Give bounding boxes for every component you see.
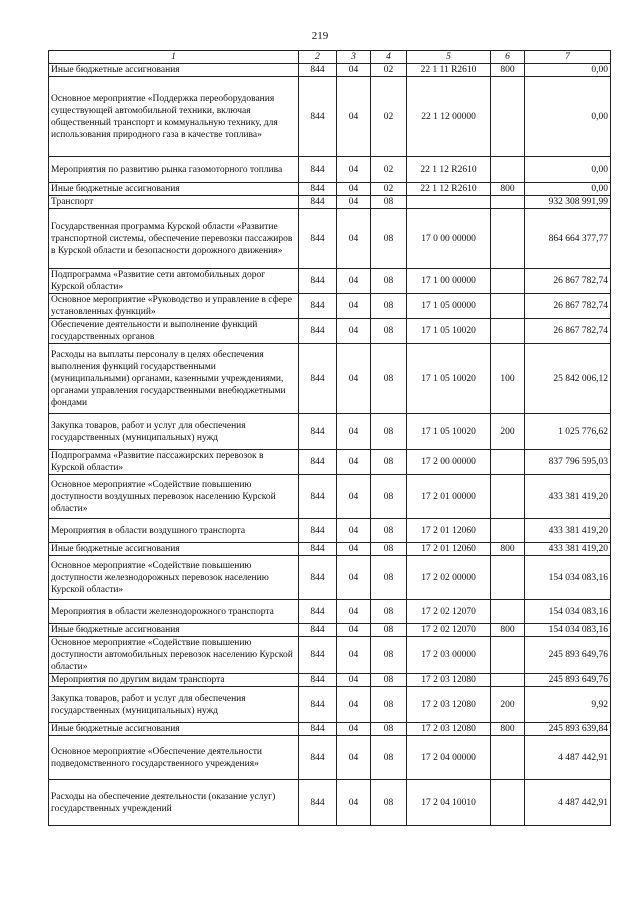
- table-row: [49, 723, 611, 736]
- row-target-article: 17 1 05 00000: [407, 294, 491, 319]
- row-expense-type: [491, 519, 525, 543]
- column-header: 1: [49, 51, 299, 64]
- row-expense-type: [491, 450, 525, 475]
- row-amount: 433 381 419,20: [525, 519, 611, 543]
- row-subsection: 08: [371, 344, 407, 414]
- row-subsection: 08: [371, 450, 407, 475]
- row-section: 04: [337, 183, 371, 196]
- row-subsection: 08: [371, 475, 407, 519]
- row-section: 04: [337, 600, 371, 624]
- row-section: 04: [337, 736, 371, 780]
- table-row: [49, 77, 611, 157]
- row-amount: 26 867 782,74: [525, 269, 611, 294]
- row-code: 844: [299, 209, 337, 269]
- table-row: [49, 294, 611, 319]
- row-expense-type: [491, 209, 525, 269]
- row-code: 844: [299, 450, 337, 475]
- row-target-article: 17 2 04 00000: [407, 736, 491, 780]
- row-amount: 932 308 991,99: [525, 196, 611, 209]
- table-row: [49, 450, 611, 475]
- row-name: Закупка товаров, работ и услуг для обеспечения государственных (муниципальных) нужд: [49, 414, 299, 450]
- row-target-article: [407, 196, 491, 209]
- row-expense-type: [491, 674, 525, 687]
- row-subsection: 02: [371, 77, 407, 157]
- row-subsection: 08: [371, 687, 407, 723]
- row-subsection: 08: [371, 780, 407, 826]
- table-row: [49, 687, 611, 723]
- column-number-header: [49, 51, 611, 64]
- row-target-article: 22 1 12 R2610: [407, 157, 491, 183]
- row-subsection: 08: [371, 294, 407, 319]
- table-row: [49, 209, 611, 269]
- column-header: 3: [337, 51, 371, 64]
- row-code: 844: [299, 723, 337, 736]
- row-target-article: 17 2 03 12080: [407, 687, 491, 723]
- table-row: [49, 344, 611, 414]
- row-target-article: 17 0 00 00000: [407, 209, 491, 269]
- row-code: 844: [299, 687, 337, 723]
- row-subsection: 08: [371, 736, 407, 780]
- row-subsection: 08: [371, 674, 407, 687]
- row-name: Подпрограмма «Развитие пассажирских перевозок в Курской области»: [49, 450, 299, 475]
- table-row: [49, 196, 611, 209]
- row-section: 04: [337, 687, 371, 723]
- row-expense-type: [491, 637, 525, 674]
- row-target-article: 17 1 00 00000: [407, 269, 491, 294]
- row-code: 844: [299, 780, 337, 826]
- table-row: [49, 64, 611, 77]
- row-subsection: 08: [371, 519, 407, 543]
- row-name: Основное мероприятие «Руководство и управление в сфере установленных функций»: [49, 294, 299, 319]
- column-header: 7: [525, 51, 611, 64]
- row-section: 04: [337, 294, 371, 319]
- table-row: [49, 600, 611, 624]
- row-subsection: 02: [371, 157, 407, 183]
- row-section: 04: [337, 637, 371, 674]
- row-amount: 0,00: [525, 157, 611, 183]
- row-expense-type: 800: [491, 543, 525, 556]
- row-name: Расходы на выплаты персоналу в целях обеспечения выполнения функций государственными (муниципальными) органами, казенными учреждениями, органами управления государственными внебюджетными фондами: [49, 344, 299, 414]
- row-expense-type: [491, 196, 525, 209]
- row-name: Иные бюджетные ассигнования: [49, 64, 299, 77]
- row-target-article: 17 2 04 10010: [407, 780, 491, 826]
- row-code: 844: [299, 543, 337, 556]
- table-row: [49, 414, 611, 450]
- row-expense-type: 800: [491, 64, 525, 77]
- row-target-article: 17 2 01 12060: [407, 519, 491, 543]
- row-expense-type: [491, 319, 525, 344]
- row-section: 04: [337, 157, 371, 183]
- page-number: 219: [311, 30, 329, 42]
- row-amount: 9,92: [525, 687, 611, 723]
- row-expense-type: [491, 600, 525, 624]
- row-subsection: 08: [371, 269, 407, 294]
- row-section: 04: [337, 196, 371, 209]
- row-name: Подпрограмма «Развитие сети автомобильных дорог Курской области»: [49, 269, 299, 294]
- row-code: 844: [299, 475, 337, 519]
- column-header: 2: [299, 51, 337, 64]
- row-name: Основное мероприятие «Содействие повышению доступности железнодорожных перевозок населению Курской области»: [49, 556, 299, 600]
- row-section: 04: [337, 519, 371, 543]
- row-code: 844: [299, 183, 337, 196]
- table-row: [49, 519, 611, 543]
- table-row: [49, 736, 611, 780]
- row-code: 844: [299, 77, 337, 157]
- row-target-article: 17 1 05 10020: [407, 344, 491, 414]
- table-row: [49, 183, 611, 196]
- row-name: Основное мероприятие «Поддержка переоборудования существующей автомобильной техники, включая общественный транспорт и коммунальную технику, для использования природного газа в качестве топлива»: [49, 77, 299, 157]
- budget-table: [48, 50, 611, 826]
- row-section: 04: [337, 543, 371, 556]
- row-name: Мероприятия по другим видам транспорта: [49, 674, 299, 687]
- row-subsection: 02: [371, 64, 407, 77]
- row-section: 04: [337, 269, 371, 294]
- row-target-article: 17 2 00 00000: [407, 450, 491, 475]
- row-target-article: 17 2 02 00000: [407, 556, 491, 600]
- row-subsection: 08: [371, 723, 407, 736]
- row-amount: 864 664 377,77: [525, 209, 611, 269]
- row-subsection: 08: [371, 319, 407, 344]
- row-amount: 4 487 442,91: [525, 736, 611, 780]
- row-subsection: 08: [371, 196, 407, 209]
- row-amount: 837 796 595,03: [525, 450, 611, 475]
- table-row: [49, 780, 611, 826]
- row-amount: 25 842 006,12: [525, 344, 611, 414]
- row-target-article: 17 2 01 00000: [407, 475, 491, 519]
- row-section: 04: [337, 624, 371, 637]
- row-expense-type: [491, 77, 525, 157]
- row-amount: 1 025 776,62: [525, 414, 611, 450]
- row-code: 844: [299, 269, 337, 294]
- row-section: 04: [337, 319, 371, 344]
- row-expense-type: 800: [491, 624, 525, 637]
- row-amount: 0,00: [525, 183, 611, 196]
- row-section: 04: [337, 674, 371, 687]
- row-amount: 154 034 083,16: [525, 556, 611, 600]
- row-section: 04: [337, 450, 371, 475]
- row-amount: 26 867 782,74: [525, 319, 611, 344]
- row-name: Мероприятия в области железнодорожного транспорта: [49, 600, 299, 624]
- row-name: Транспорт: [49, 196, 299, 209]
- row-amount: 433 381 419,20: [525, 475, 611, 519]
- row-expense-type: [491, 269, 525, 294]
- row-name: Государственная программа Курской области «Развитие транспортной системы, обеспечение перевозки пассажиров в Курской области и безопасности дорожного движения»: [49, 209, 299, 269]
- row-subsection: 08: [371, 414, 407, 450]
- row-target-article: 17 2 02 12070: [407, 624, 491, 637]
- row-subsection: 08: [371, 600, 407, 624]
- table-row: [49, 543, 611, 556]
- row-code: 844: [299, 414, 337, 450]
- row-target-article: 17 2 03 00000: [407, 637, 491, 674]
- row-target-article: 17 2 03 12080: [407, 723, 491, 736]
- row-code: 844: [299, 637, 337, 674]
- row-code: 844: [299, 556, 337, 600]
- row-target-article: 17 1 05 10020: [407, 319, 491, 344]
- row-code: 844: [299, 157, 337, 183]
- table-row: [49, 674, 611, 687]
- row-subsection: 08: [371, 543, 407, 556]
- row-code: 844: [299, 600, 337, 624]
- table-row: [49, 269, 611, 294]
- row-name: Мероприятия по развитию рынка газомоторного топлива: [49, 157, 299, 183]
- row-amount: 154 034 083,16: [525, 624, 611, 637]
- row-expense-type: 100: [491, 344, 525, 414]
- row-name: Основное мероприятие «Содействие повышению доступности автомобильных перевозок населению Курской области»: [49, 637, 299, 674]
- column-header: 5: [407, 51, 491, 64]
- row-subsection: 08: [371, 637, 407, 674]
- row-expense-type: 800: [491, 183, 525, 196]
- row-subsection: 08: [371, 624, 407, 637]
- row-expense-type: 200: [491, 687, 525, 723]
- row-code: 844: [299, 674, 337, 687]
- table-row: [49, 637, 611, 674]
- row-target-article: 22 1 12 00000: [407, 77, 491, 157]
- row-target-article: 22 1 12 R2610: [407, 183, 491, 196]
- row-name: Иные бюджетные ассигнования: [49, 624, 299, 637]
- row-name: Иные бюджетные ассигнования: [49, 723, 299, 736]
- row-expense-type: 200: [491, 414, 525, 450]
- row-section: 04: [337, 556, 371, 600]
- row-section: 04: [337, 64, 371, 77]
- row-section: 04: [337, 780, 371, 826]
- row-code: 844: [299, 519, 337, 543]
- row-expense-type: 800: [491, 723, 525, 736]
- row-amount: 0,00: [525, 77, 611, 157]
- row-section: 04: [337, 209, 371, 269]
- row-name: Закупка товаров, работ и услуг для обеспечения государственных (муниципальных) нужд: [49, 687, 299, 723]
- row-code: 844: [299, 64, 337, 77]
- row-code: 844: [299, 196, 337, 209]
- row-target-article: 17 1 05 10020: [407, 414, 491, 450]
- table-row: [49, 475, 611, 519]
- row-code: 844: [299, 624, 337, 637]
- row-section: 04: [337, 475, 371, 519]
- row-target-article: 17 2 03 12080: [407, 674, 491, 687]
- row-name: Иные бюджетные ассигнования: [49, 543, 299, 556]
- row-code: 844: [299, 319, 337, 344]
- row-amount: 0,00: [525, 64, 611, 77]
- table-row: [49, 624, 611, 637]
- table-row: [49, 157, 611, 183]
- row-code: 844: [299, 294, 337, 319]
- row-amount: 245 893 649,76: [525, 674, 611, 687]
- row-name: Обеспечение деятельности и выполнение функций государственных органов: [49, 319, 299, 344]
- column-header: 6: [491, 51, 525, 64]
- row-name: Основное мероприятие «Обеспечение деятельности подведомственного государственного учреждения»: [49, 736, 299, 780]
- row-section: 04: [337, 77, 371, 157]
- table-row: [49, 556, 611, 600]
- row-subsection: 08: [371, 209, 407, 269]
- row-target-article: 17 2 01 12060: [407, 543, 491, 556]
- row-section: 04: [337, 723, 371, 736]
- row-subsection: 08: [371, 556, 407, 600]
- row-expense-type: [491, 736, 525, 780]
- column-header: 4: [371, 51, 407, 64]
- row-code: 844: [299, 736, 337, 780]
- row-name: Расходы на обеспечение деятельности (оказание услуг) государственных учреждений: [49, 780, 299, 826]
- row-amount: 26 867 782,74: [525, 294, 611, 319]
- row-amount: 245 893 649,76: [525, 637, 611, 674]
- row-subsection: 02: [371, 183, 407, 196]
- row-target-article: 17 2 02 12070: [407, 600, 491, 624]
- row-amount: 245 893 639,84: [525, 723, 611, 736]
- row-amount: 433 381 419,20: [525, 543, 611, 556]
- row-expense-type: [491, 294, 525, 319]
- row-expense-type: [491, 556, 525, 600]
- row-amount: 154 034 083,16: [525, 600, 611, 624]
- row-target-article: 22 1 11 R2610: [407, 64, 491, 77]
- row-code: 844: [299, 344, 337, 414]
- row-section: 04: [337, 414, 371, 450]
- row-name: Мероприятия в области воздушного транспорта: [49, 519, 299, 543]
- row-expense-type: [491, 475, 525, 519]
- row-name: Иные бюджетные ассигнования: [49, 183, 299, 196]
- row-expense-type: [491, 157, 525, 183]
- row-expense-type: [491, 780, 525, 826]
- row-section: 04: [337, 344, 371, 414]
- table-row: [49, 319, 611, 344]
- row-name: Основное мероприятие «Содействие повышению доступности воздушных перевозок населению Курской области»: [49, 475, 299, 519]
- row-amount: 4 487 442,91: [525, 780, 611, 826]
